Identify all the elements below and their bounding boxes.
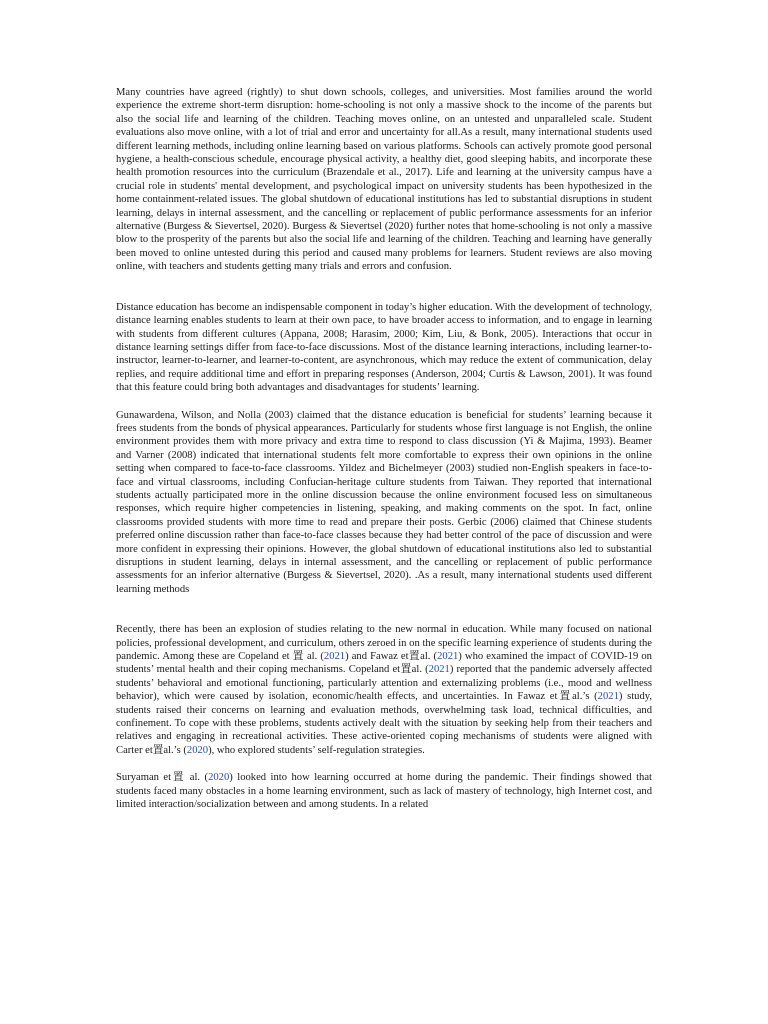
- paragraph-text: ) and Fawaz et置al. (: [345, 651, 438, 663]
- paragraph-school-closures: Many countries have agreed (rightly) to shut down schools, colleges, and universities. Most families around the world experience the extreme short-term disruption: home-schooling is not only a massive shock to the income of the parents but also the social life and learning of the children. Teaching moves online, on an untested and unparalleled scale. Student evaluations also move online, with a lot of trial and error and uncertainty for all.As a result, many international students used different learning methods, including online learning based on various platforms. Schools can actively promote good personal hygiene, a health-conscious schedule, encourage physical activity, a healthy diet, good sleeping habits, and incorporate these health promotion resources into the curriculum (Brazendale et al., 2017). Life and learning at the university campus have a crucial role in students' mental development, and psychological impact on university students has been hypothesized in the home containment-related issues. The global shutdown of educational institutions has led to substantial disruptions in student learning, delays in internal assessment, and the cancelling or replacement of public performance assessments for an inferior alternative (Burgess & Sievertsel, 2020). Burgess & Sievertsel (2020) further notes that home-schooling is not only a massive blow to the prosperity of the parents but also the social life and learning of the children. Teaching and learning have generally been moved to online untested during this period and caused many problems for learners. Student reviews are also moving online, with teachers and students getting many trials and errors and confusion.: [116, 87, 652, 273]
- paragraph-spacer: [116, 596, 652, 623]
- paragraph-spacer: [116, 757, 652, 771]
- citation-link[interactable]: 2021: [428, 664, 450, 676]
- citation-link[interactable]: 2021: [437, 651, 459, 663]
- paragraph-text: ), who explored students’ self-regulation strategies.: [208, 744, 425, 756]
- paragraph-text: ) reported that the pandemic adversely affected students’ behavioral and emotional functioning, particularly attention and externalizing problems (i.e., mood and wellness behavior), which were caused by isolation, economic/health effects, and uncertainties. In Fawaz et置al.’s (: [116, 664, 652, 703]
- paragraph-text: Recently, there has been an explosion of studies relating to the new normal in education. While many focused on national policies, professional development, and curriculum, others zeroed in on the specific learning experience of students during the pandemic. Among these are Copeland et 置 al. (: [116, 624, 652, 663]
- citation-link[interactable]: 2021: [323, 651, 346, 663]
- paragraph-online-benefits: Gunawardena, Wilson, and Nolla (2003) claimed that the distance education is beneficial for students’ learning because it frees students from the bonds of physical appearances. Particularly for students whose first language is not English, the online environment provides them with more privacy and extra time to respond to class discussion (Yi & Majima, 1993). Beamer and Varner (2008) indicated that international students felt more comfortable to express their own opinions in the online setting when compared to face-to-face classrooms. Yildez and Bichelmeyer (2003) studied non-English speakers in face-to-face and virtual classrooms, including Confucian-heritage culture students from Taiwan. They reported that international students actually participated more in the online discussion because the online environment focused less on simultaneous responses, which require higher competencies in listening, speaking, and making comments on the spot. In fact, online classrooms provided students with more time to read and prepare their posts. Gerbic (2006) claimed that Chinese students preferred online discussion rather than face-to-face classes because they had better control of the pace of discussion and were more confident in expressing their opinions. However, the global shutdown of educational institutions also led to substantial disruptions in student learning, delays in internal assessment, and the cancelling or replacement of public performance assessments for an inferior alternative (Burgess & Sievertsel, 2020). .As a result, many international students used different learning methods: [116, 409, 652, 595]
- citation-link[interactable]: 2020: [208, 772, 230, 784]
- citation-link[interactable]: 2020: [186, 744, 209, 756]
- paragraph-spacer: [116, 274, 652, 301]
- citation-link[interactable]: 2021: [597, 691, 619, 703]
- paragraph-text: ) who examined the impact of COVID-19 on students’ mental health and their coping mechanisms. Copeland et置al. (: [116, 651, 652, 676]
- paragraph-text: Suryaman et置 al. (: [116, 772, 209, 784]
- document-page: [116, 86, 652, 812]
- paragraph-text: ) study, students raised their concerns on learning and evaluation methods, overwhelming task load, technical difficulties, and confinement. To cope with these problems, students actively dealt with the situation by seeking help from their teachers and relatives and engaging in recreational activities. These active-oriented coping mechanisms of students were aligned with Carter et置al.’s (: [116, 691, 652, 756]
- paragraph-text: ) looked into how learning occurred at home during the pandemic. Their findings showed that students faced many obstacles in a home learning environment, such as lack of mastery of technology, high Internet cost, and limited interaction/socialization between and among students. In a related: [116, 772, 652, 811]
- paragraph-new-normal-studies: [116, 623, 652, 757]
- paragraph-home-learning: [116, 771, 652, 811]
- paragraph-spacer: [116, 395, 652, 409]
- paragraph-distance-education: Distance education has become an indispensable component in today’s higher education. With the development of technology, distance learning enables students to learn at their own pace, to have broader access to information, and to engage in learning with students from different cultures (Appana, 2008; Harasim, 2000; Kim, Liu, & Bonk, 2005). Interactions that occur in distance learning settings differ from face-to-face discussions. Most of the distance learning interactions, including learner-to-instructor, learner-to-learner, and learner-to-content, are asynchronous, which may reduce the extent of communication, delay replies, and require additional time and effort in preparing responses (Anderson, 2004; Curtis & Lawson, 2001). It was found that this feature could bring both advantages and disadvantages for students’ learning.: [116, 301, 652, 394]
